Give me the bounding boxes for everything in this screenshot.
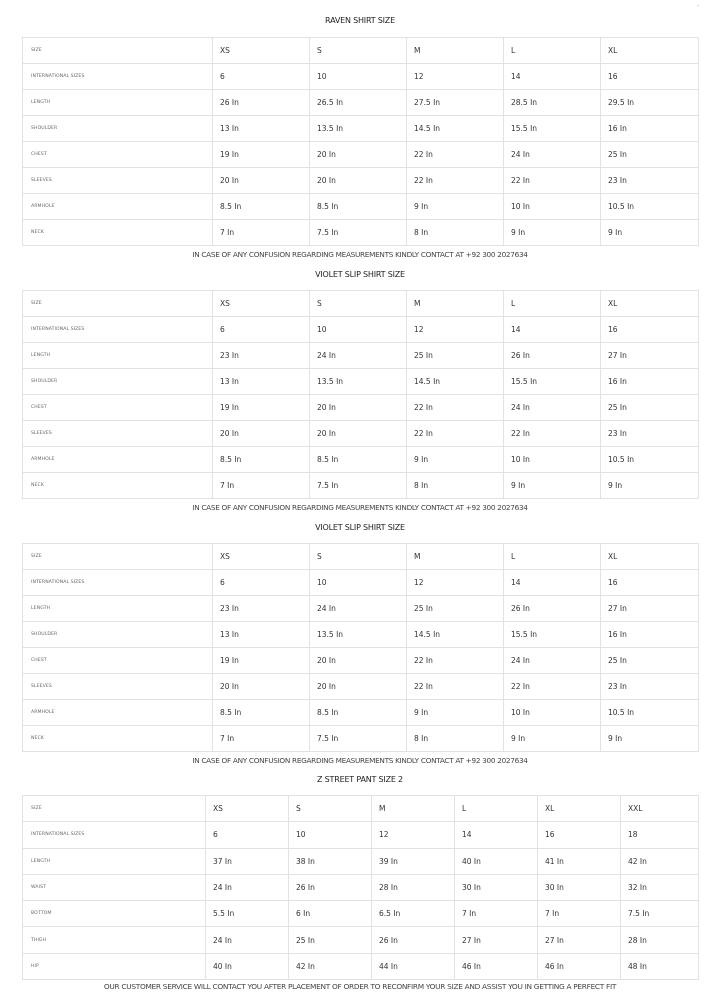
size-chart-note: OUR CUSTOMER SERVICE WILL CONTACT YOU AFTER PLACEMENT OF ORDER TO RECONFIRM YOUR SIZE AND ASSIST YOU IN GETTING A PERFECT FIT: [103, 982, 617, 991]
table-cell: 6: [213, 64, 310, 90]
table-cell: 13.5 In: [310, 622, 407, 648]
table-cell: 26.5 In: [310, 90, 407, 116]
table-cell: 22 In: [407, 674, 504, 700]
table-cell: 22 In: [407, 648, 504, 674]
table-cell: 37 In: [206, 848, 289, 874]
column-header-size: XL: [538, 796, 621, 822]
table-cell: 7 In: [213, 473, 310, 499]
table-cell: 46 In: [538, 953, 621, 979]
row-label: NECK: [23, 473, 213, 499]
table-cell: 12: [372, 822, 455, 848]
table-cell: 16: [601, 317, 699, 343]
table-cell: 8 In: [407, 220, 504, 246]
column-header-size: M: [372, 796, 455, 822]
table-cell: 23 In: [601, 168, 699, 194]
table-cell: 10: [310, 64, 407, 90]
table-cell: 29.5 In: [601, 90, 699, 116]
row-label: SHOULDER: [23, 116, 213, 142]
table-cell: 23 In: [213, 596, 310, 622]
table-row: [23, 116, 699, 142]
column-header-label: SIZE: [23, 38, 213, 64]
table-row: [23, 622, 699, 648]
table-row: [23, 901, 699, 927]
table-cell: 7.5 In: [310, 473, 407, 499]
table-row: [23, 674, 699, 700]
table-cell: 8 In: [407, 726, 504, 752]
table-cell: 10 In: [504, 447, 601, 473]
table-cell: 8.5 In: [213, 700, 310, 726]
column-header-size: XL: [601, 291, 699, 317]
table-cell: 16: [601, 570, 699, 596]
row-label: SHOULDER: [23, 369, 213, 395]
row-label: CHEST: [23, 648, 213, 674]
table-cell: 7 In: [213, 726, 310, 752]
row-label: CHEST: [23, 142, 213, 168]
table-cell: 48 In: [621, 953, 699, 979]
row-label: ARMHOLE: [23, 194, 213, 220]
size-chart-table: [22, 290, 699, 499]
column-header-size: S: [289, 796, 372, 822]
table-cell: 40 In: [455, 848, 538, 874]
table-cell: 15.5 In: [504, 622, 601, 648]
table-cell: 25 In: [601, 395, 699, 421]
table-cell: 28 In: [372, 874, 455, 900]
table-cell: 26 In: [213, 90, 310, 116]
table-cell: 13.5 In: [310, 116, 407, 142]
table-cell: 25 In: [601, 142, 699, 168]
table-row: [23, 927, 699, 953]
table-cell: 26 In: [504, 343, 601, 369]
table-row: [23, 447, 699, 473]
table-cell: 15.5 In: [504, 369, 601, 395]
table-cell: 19 In: [213, 648, 310, 674]
table-cell: 8.5 In: [213, 447, 310, 473]
table-cell: 7.5 In: [621, 901, 699, 927]
table-cell: 12: [407, 317, 504, 343]
table-cell: 14: [455, 822, 538, 848]
table-row: [23, 700, 699, 726]
table-cell: 28 In: [621, 927, 699, 953]
table-cell: 8 In: [407, 473, 504, 499]
table-cell: 27 In: [601, 343, 699, 369]
corner-mark: -: [697, 2, 700, 9]
column-header-size: L: [504, 38, 601, 64]
table-cell: 14.5 In: [407, 369, 504, 395]
table-header-row: [23, 291, 699, 317]
table-cell: 14: [504, 317, 601, 343]
table-cell: 23 In: [601, 421, 699, 447]
table-cell: 20 In: [213, 168, 310, 194]
table-cell: 16 In: [601, 116, 699, 142]
table-cell: 10.5 In: [601, 700, 699, 726]
table-cell: 7 In: [455, 901, 538, 927]
row-label: HIP: [23, 953, 206, 979]
column-header-size: XS: [206, 796, 289, 822]
row-label: ARMHOLE: [23, 447, 213, 473]
column-header-size: XXL: [621, 796, 699, 822]
table-cell: 25 In: [407, 343, 504, 369]
table-cell: 14.5 In: [407, 622, 504, 648]
table-cell: 24 In: [310, 343, 407, 369]
table-row: [23, 395, 699, 421]
table-cell: 24 In: [206, 927, 289, 953]
row-label: SLEEVES: [23, 674, 213, 700]
table-cell: 25 In: [601, 648, 699, 674]
table-cell: 14: [504, 64, 601, 90]
table-cell: 20 In: [310, 421, 407, 447]
column-header-size: XL: [601, 544, 699, 570]
table-cell: 16: [601, 64, 699, 90]
column-header-size: XS: [213, 291, 310, 317]
table-row: [23, 848, 699, 874]
size-chart-note: IN CASE OF ANY CONFUSION REGARDING MEASUREMENTS KINDLY CONTACT AT +92 300 2027634: [192, 503, 528, 512]
table-cell: 10: [289, 822, 372, 848]
row-label: INTERNATIONAL SIZES: [23, 822, 206, 848]
row-label: NECK: [23, 726, 213, 752]
size-chart-title: VIOLET SLIP SHIRT SIZE: [315, 523, 405, 532]
table-cell: 13.5 In: [310, 369, 407, 395]
row-label: SHOULDER: [23, 622, 213, 648]
table-cell: 30 In: [538, 874, 621, 900]
table-cell: 46 In: [455, 953, 538, 979]
table-header-row: [23, 796, 699, 822]
table-cell: 16 In: [601, 622, 699, 648]
column-header-size: L: [504, 291, 601, 317]
column-header-label: SIZE: [23, 796, 206, 822]
table-row: [23, 570, 699, 596]
table-cell: 18: [621, 822, 699, 848]
table-cell: 9 In: [601, 220, 699, 246]
table-cell: 20 In: [310, 395, 407, 421]
row-label: BOTTOM: [23, 901, 206, 927]
table-cell: 24 In: [310, 596, 407, 622]
column-header-size: S: [310, 38, 407, 64]
column-header-size: M: [407, 38, 504, 64]
column-header-size: XL: [601, 38, 699, 64]
table-row: [23, 168, 699, 194]
table-cell: 22 In: [407, 142, 504, 168]
table-cell: 20 In: [310, 142, 407, 168]
size-chart-table: [22, 37, 699, 246]
table-cell: 12: [407, 64, 504, 90]
table-cell: 22 In: [407, 421, 504, 447]
row-label: CHEST: [23, 395, 213, 421]
table-header-row: [23, 544, 699, 570]
table-row: [23, 343, 699, 369]
table-cell: 16: [538, 822, 621, 848]
table-cell: 26 In: [289, 874, 372, 900]
size-chart-title: RAVEN SHIRT SIZE: [325, 16, 395, 25]
table-cell: 14.5 In: [407, 116, 504, 142]
row-label: ARMHOLE: [23, 700, 213, 726]
row-label: INTERNATIONAL SIZES: [23, 570, 213, 596]
table-cell: 9 In: [601, 726, 699, 752]
table-cell: 27.5 In: [407, 90, 504, 116]
table-cell: 20 In: [213, 674, 310, 700]
row-label: NECK: [23, 220, 213, 246]
table-cell: 9 In: [601, 473, 699, 499]
table-row: [23, 220, 699, 246]
row-label: LENGTH: [23, 343, 213, 369]
table-cell: 8.5 In: [213, 194, 310, 220]
table-header-row: [23, 38, 699, 64]
table-cell: 8.5 In: [310, 194, 407, 220]
table-row: [23, 953, 699, 979]
table-cell: 9 In: [504, 220, 601, 246]
size-chart-table: [22, 543, 699, 752]
table-cell: 8.5 In: [310, 447, 407, 473]
row-label: WAIST: [23, 874, 206, 900]
table-cell: 27 In: [601, 596, 699, 622]
size-chart-note: IN CASE OF ANY CONFUSION REGARDING MEASUREMENTS KINDLY CONTACT AT +92 300 2027634: [192, 756, 528, 765]
table-row: [23, 726, 699, 752]
table-cell: 24 In: [504, 395, 601, 421]
table-cell: 22 In: [407, 395, 504, 421]
table-cell: 41 In: [538, 848, 621, 874]
table-cell: 6 In: [289, 901, 372, 927]
table-cell: 20 In: [310, 168, 407, 194]
column-header-size: M: [407, 291, 504, 317]
table-row: [23, 317, 699, 343]
table-cell: 9 In: [504, 473, 601, 499]
table-cell: 30 In: [455, 874, 538, 900]
table-cell: 6: [213, 570, 310, 596]
table-cell: 7 In: [213, 220, 310, 246]
table-cell: 42 In: [289, 953, 372, 979]
table-row: [23, 822, 699, 848]
column-header-label: SIZE: [23, 291, 213, 317]
table-cell: 26 In: [372, 927, 455, 953]
table-row: [23, 874, 699, 900]
table-cell: 10: [310, 317, 407, 343]
column-header-size: S: [310, 544, 407, 570]
table-cell: 9 In: [504, 726, 601, 752]
table-cell: 13 In: [213, 116, 310, 142]
row-label: INTERNATIONAL SIZES: [23, 64, 213, 90]
table-cell: 27 In: [455, 927, 538, 953]
table-cell: 22 In: [504, 674, 601, 700]
table-row: [23, 421, 699, 447]
table-cell: 9 In: [407, 447, 504, 473]
table-cell: 15.5 In: [504, 116, 601, 142]
size-chart-table: [22, 795, 699, 980]
table-cell: 10: [310, 570, 407, 596]
table-cell: 25 In: [407, 596, 504, 622]
table-cell: 42 In: [621, 848, 699, 874]
column-header-size: XS: [213, 38, 310, 64]
table-cell: 22 In: [504, 421, 601, 447]
table-cell: 7.5 In: [310, 726, 407, 752]
table-cell: 6: [213, 317, 310, 343]
row-label: LENGTH: [23, 90, 213, 116]
table-cell: 28.5 In: [504, 90, 601, 116]
table-cell: 14: [504, 570, 601, 596]
table-cell: 19 In: [213, 395, 310, 421]
table-cell: 10.5 In: [601, 447, 699, 473]
table-cell: 23 In: [601, 674, 699, 700]
row-label: INTERNATIONAL SIZES: [23, 317, 213, 343]
table-cell: 24 In: [206, 874, 289, 900]
table-cell: 10 In: [504, 194, 601, 220]
table-cell: 13 In: [213, 622, 310, 648]
table-cell: 20 In: [213, 421, 310, 447]
table-cell: 20 In: [310, 648, 407, 674]
row-label: SLEEVES: [23, 168, 213, 194]
table-row: [23, 648, 699, 674]
table-cell: 5.5 In: [206, 901, 289, 927]
column-header-label: SIZE: [23, 544, 213, 570]
row-label: THIGH: [23, 927, 206, 953]
table-row: [23, 142, 699, 168]
table-cell: 9 In: [407, 194, 504, 220]
row-label: LENGTH: [23, 848, 206, 874]
size-chart-note: IN CASE OF ANY CONFUSION REGARDING MEASUREMENTS KINDLY CONTACT AT +92 300 2027634: [192, 250, 528, 259]
table-row: [23, 596, 699, 622]
table-row: [23, 194, 699, 220]
table-cell: 19 In: [213, 142, 310, 168]
table-cell: 9 In: [407, 700, 504, 726]
table-cell: 27 In: [538, 927, 621, 953]
table-cell: 22 In: [504, 168, 601, 194]
table-cell: 32 In: [621, 874, 699, 900]
size-chart-title: VIOLET SLIP SHIRT SIZE: [315, 270, 405, 279]
column-header-size: L: [455, 796, 538, 822]
column-header-size: XS: [213, 544, 310, 570]
row-label: SLEEVES: [23, 421, 213, 447]
table-cell: 13 In: [213, 369, 310, 395]
table-cell: 23 In: [213, 343, 310, 369]
table-cell: 6: [206, 822, 289, 848]
table-cell: 8.5 In: [310, 700, 407, 726]
table-cell: 20 In: [310, 674, 407, 700]
table-cell: 24 In: [504, 142, 601, 168]
table-cell: 24 In: [504, 648, 601, 674]
table-row: [23, 369, 699, 395]
table-cell: 39 In: [372, 848, 455, 874]
table-cell: 22 In: [407, 168, 504, 194]
table-cell: 6.5 In: [372, 901, 455, 927]
table-row: [23, 64, 699, 90]
table-cell: 25 In: [289, 927, 372, 953]
table-cell: 10.5 In: [601, 194, 699, 220]
table-cell: 12: [407, 570, 504, 596]
table-cell: 44 In: [372, 953, 455, 979]
table-row: [23, 473, 699, 499]
column-header-size: L: [504, 544, 601, 570]
table-cell: 26 In: [504, 596, 601, 622]
size-chart-title: Z STREET PANT SIZE 2: [317, 775, 403, 784]
table-cell: 7.5 In: [310, 220, 407, 246]
table-cell: 38 In: [289, 848, 372, 874]
table-cell: 40 In: [206, 953, 289, 979]
column-header-size: M: [407, 544, 504, 570]
column-header-size: S: [310, 291, 407, 317]
table-cell: 7 In: [538, 901, 621, 927]
table-row: [23, 90, 699, 116]
table-cell: 16 In: [601, 369, 699, 395]
row-label: LENGTH: [23, 596, 213, 622]
table-cell: 10 In: [504, 700, 601, 726]
